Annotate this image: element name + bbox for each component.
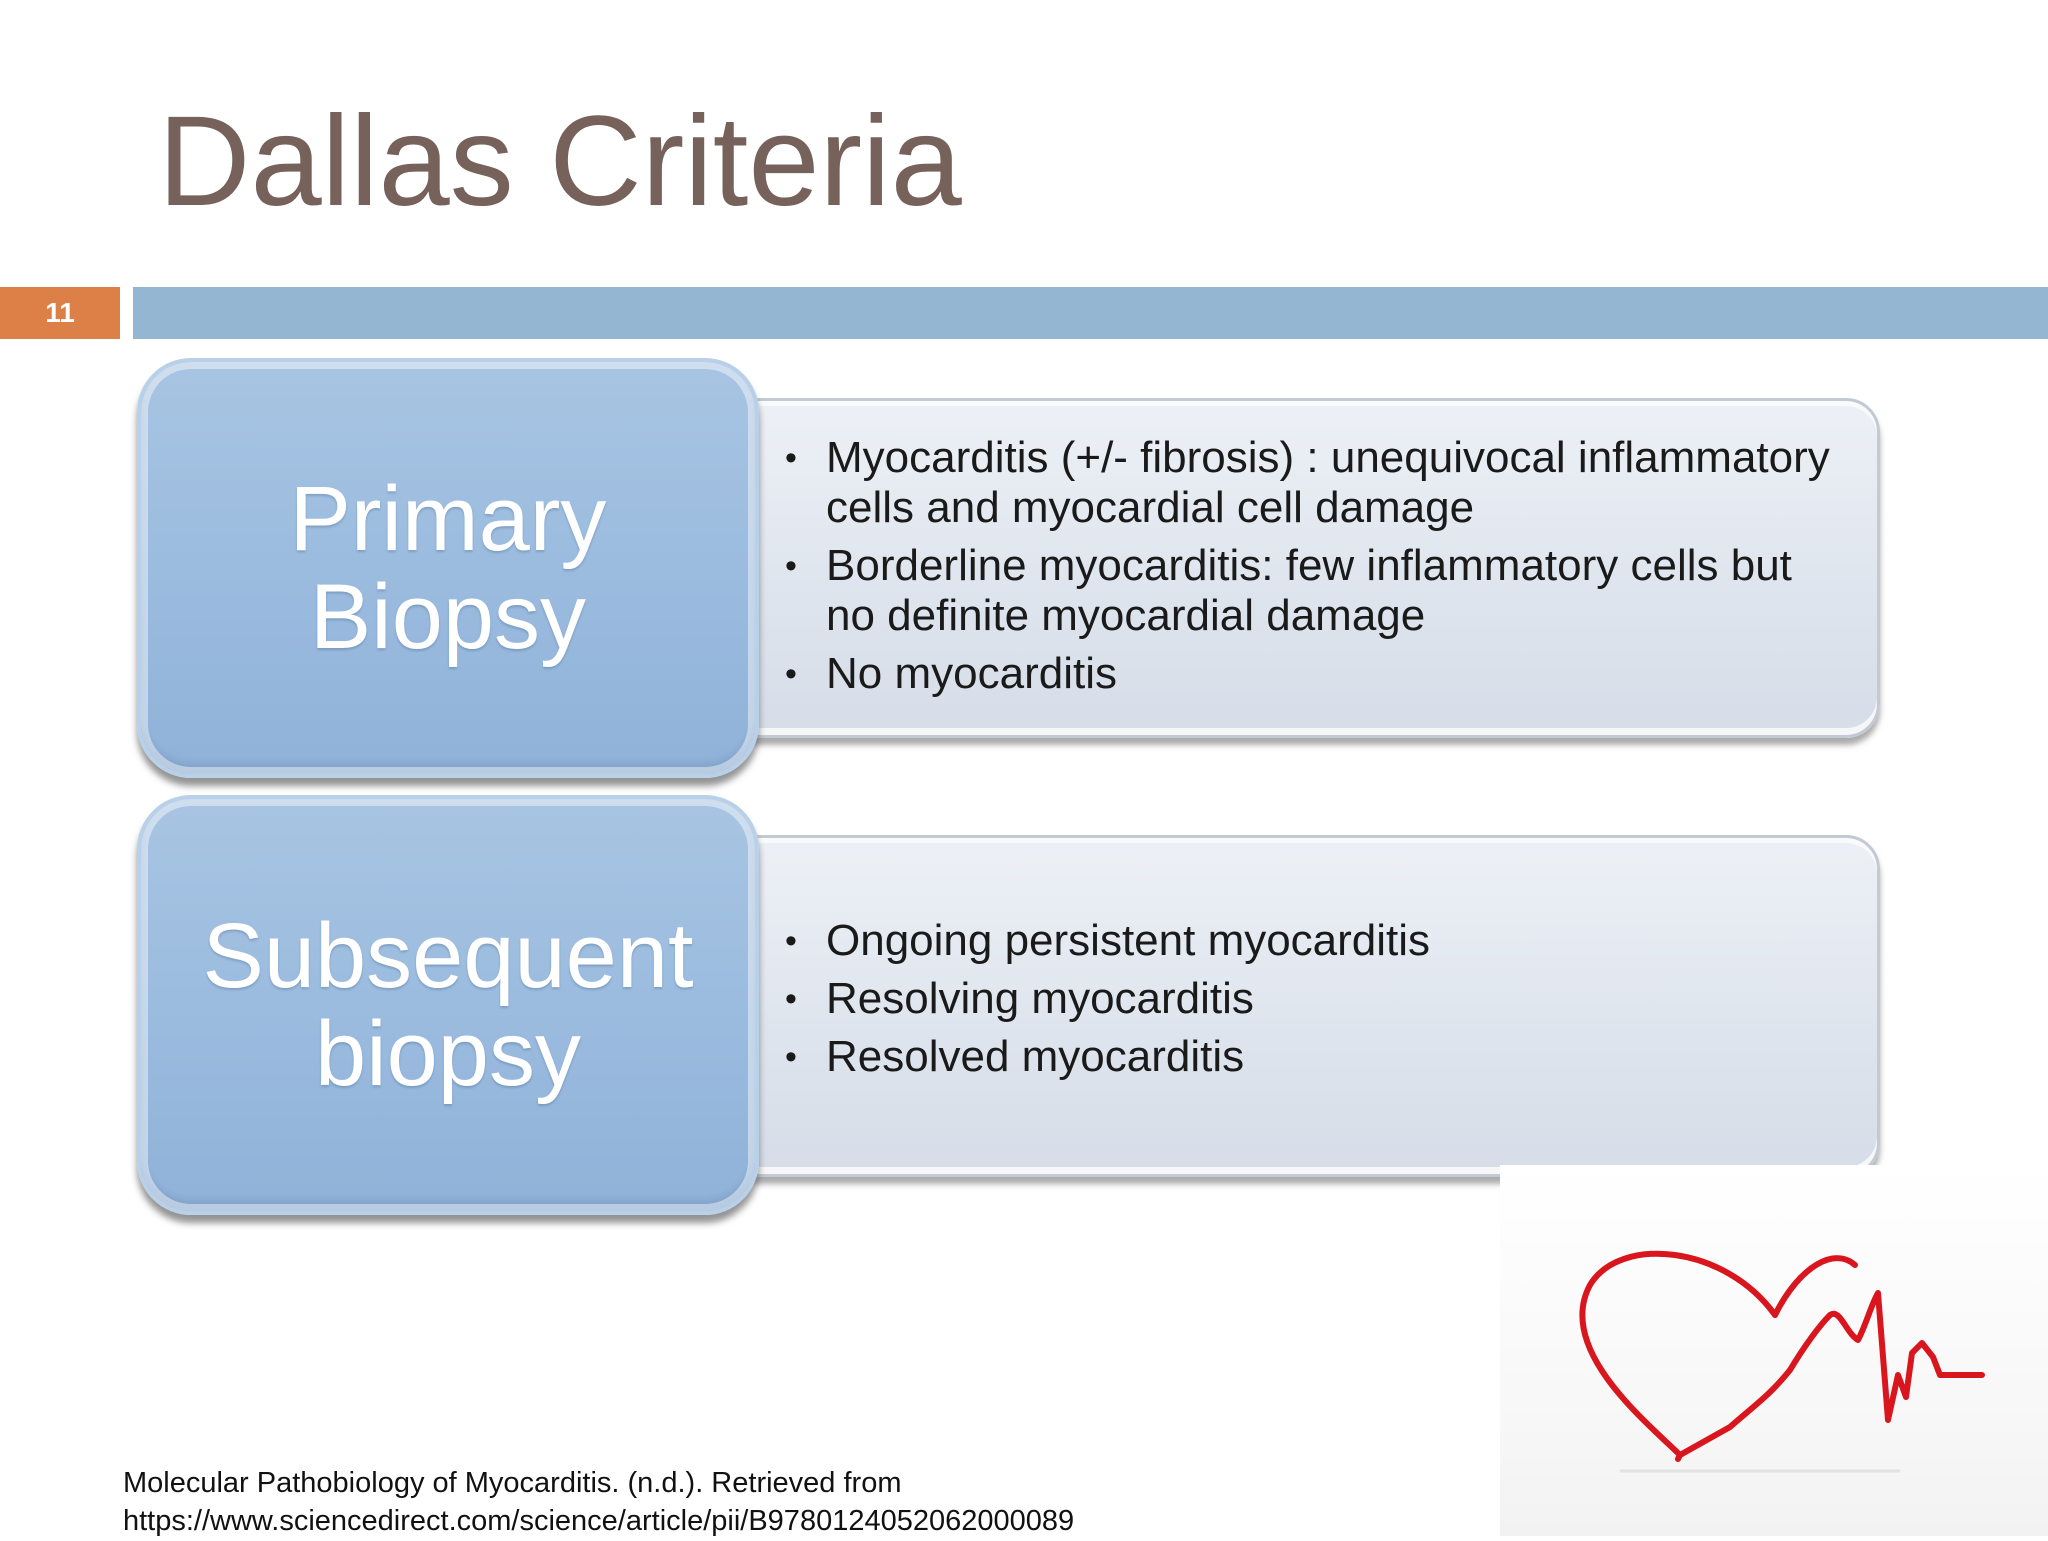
heart-illustration bbox=[1500, 1165, 2048, 1536]
subsequent-biopsy-bullet-list bbox=[781, 916, 1841, 1090]
primary-biopsy-bullet-list bbox=[781, 433, 1841, 707]
primary-biopsy-label-box bbox=[137, 358, 759, 778]
heart-outline bbox=[1582, 1254, 1982, 1455]
citation-link[interactable]: https://www.sciencedirect.com/science/article/pii/B9780124052062000089 bbox=[123, 1505, 1075, 1537]
subsequent-biopsy-details bbox=[752, 835, 1880, 1177]
citation bbox=[123, 1464, 1074, 1540]
bullet-icon: • bbox=[785, 655, 797, 693]
subsequent-biopsy-label-box bbox=[137, 795, 759, 1215]
list-item bbox=[781, 974, 1841, 1024]
bullet-text: Borderline myocarditis: few inflammatory cells but no definite myocardial damage bbox=[826, 541, 1792, 640]
bullet-icon: • bbox=[785, 980, 797, 1018]
list-item bbox=[781, 649, 1841, 699]
bullet-text: Myocarditis (+/- fibrosis) : unequivocal inflammatory cells and myocardial cell damage bbox=[826, 433, 1830, 532]
bullet-icon: • bbox=[785, 439, 797, 477]
list-item bbox=[781, 433, 1841, 533]
citation-line-1: Molecular Pathobiology of Myocarditis. (n.d.). Retrieved from bbox=[123, 1467, 902, 1499]
slide-number-badge: 11 bbox=[0, 287, 120, 339]
list-item bbox=[781, 1032, 1841, 1082]
heart-bottom bbox=[1678, 1455, 1680, 1459]
bullet-icon: • bbox=[785, 547, 797, 585]
title-divider-bar bbox=[133, 287, 2048, 339]
list-item bbox=[781, 916, 1841, 966]
bullet-text: Ongoing persistent myocarditis bbox=[826, 916, 1431, 965]
subsequent-biopsy-label: Subsequent biopsy bbox=[202, 905, 694, 1105]
bullet-text: No myocarditis bbox=[826, 649, 1117, 698]
bullet-text: Resolving myocarditis bbox=[826, 974, 1254, 1023]
primary-biopsy-details bbox=[752, 398, 1880, 738]
list-item bbox=[781, 541, 1841, 641]
bullet-text: Resolved myocarditis bbox=[826, 1032, 1245, 1081]
slide-title: Dallas Criteria bbox=[158, 90, 962, 233]
bullet-icon: • bbox=[785, 1038, 797, 1076]
heart-ecg-icon bbox=[1500, 1165, 2048, 1536]
heart-left-lobe bbox=[1775, 1258, 1855, 1315]
bullet-icon: • bbox=[785, 922, 797, 960]
primary-biopsy-label: Primary Biopsy bbox=[289, 468, 607, 668]
